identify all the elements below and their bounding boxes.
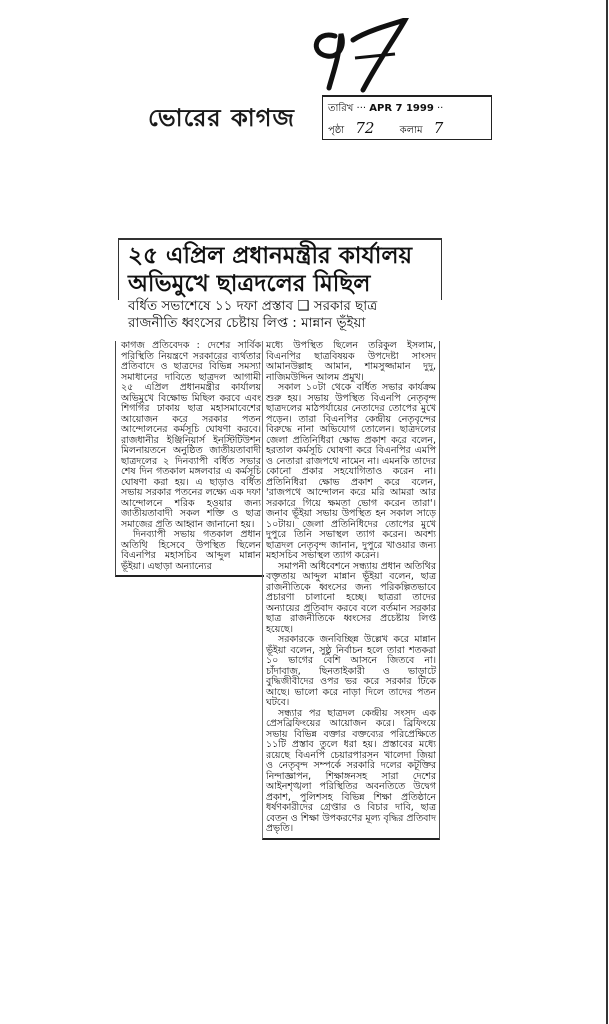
paragraph: মধ্যে উপস্থিত ছিলেন তরিকুল ইসলাম, বিএনপির ছাত্রবিষয়ক উপদেষ্টা সাংসদ আমানউল্লাহ আমান, শামসুজ্জামান দুদু, নাজিমউদ্দিন আলম প্রমুখ। <box>266 340 436 383</box>
subhead-line-1: বর্ধিত সভাশেষে ১১ দফা প্রস্তাব ❑ সরকার ছাত্র <box>128 298 378 314</box>
page-label: পৃষ্ঠা <box>328 125 345 136</box>
date-label: তারিখ <box>328 103 354 114</box>
headline-line-2: অভিমুখে ছাত্রদলের মিছিল <box>128 271 371 297</box>
column-value: 7 <box>433 119 444 137</box>
article-headline <box>128 242 438 298</box>
article-subheadline <box>128 298 433 332</box>
paragraph: দিনব্যাপী সভায় গতকাল প্রধান অতিথি হিসেবে উপস্থিত ছিলেন বিএনপির মহাসচিব আব্দুল মান্নান ভূঁইয়া। এছাড়া অন্যান্যের <box>121 529 261 572</box>
article-column-left <box>115 341 264 577</box>
date-value: APR 7 1999 <box>369 103 434 114</box>
page-value: 72 <box>355 119 375 137</box>
paragraph: সমাপনী অধিবেশনে সন্ধ্যায় প্রধান অতিথির বক্তৃতায় আব্দুল মান্নান ভূঁইয়া বলেন, ছাত্র রাজনীতিকে ধ্বংসের জন্য পরিকল্পিতভাবে প্রচারণা চালানো হচ্ছে। ছাত্ররা তাদের অন্যায়ের প্রতিবাদ করবে বলে বর্তমান সরকার ছাত্র রাজনীতিকে ধ্বংসের প্রচেষ্টায় লিপ্ত হয়েছে। <box>266 560 436 635</box>
newspaper-masthead: ভোরের কাগজ <box>148 104 295 132</box>
paragraph: সকাল ১০টা থেকে বর্ধিত সভার কার্যক্রম শুরু হয়। সভায় উপস্থিত বিএনপি নেতৃবৃন্দ ছাত্রদলের মাঠপর্যায়ের নেতাদের তোপের মুখে পড়েন। তারা বিএনপির কেন্দ্রীয় নেতৃবৃন্দের বিরুদ্ধে নানা অভিযোগ তোলেন। ছাত্রদলের জেলা প্রতিনিধিরা ক্ষোভ প্রকাশ করে বলেন, হরতাল কর্মসূচি ঘোষণা করে বিএনপির এমপি ও নেতারা রাজপথে নামেন না। এমনকি তাদের কোনো প্রকার সহযোগিতাও করেন না। প্রতিনিধিরা ক্ষোভ প্রকাশ করে বলেন, 'রাজপথে আন্দোলন করে মরি আমরা আর সরকারে গিয়ে ক্ষমতা ভোগ করেন তারা'। জনাব ভূঁইয়া সভায় উপস্থিত হন সকাল সাড়ে ১০টায়। জেলা প্রতিনিধিদের তোপের মুখে দুপুরে তিনি সভাস্থল ত্যাগ করেন। অবশ্য ছাত্রদল নেতৃবৃন্দ জানান, দুপুরে খাওয়ার জন্য মহাসচিব সভাস্থল ত্যাগ করেন। <box>266 382 436 561</box>
paragraph: কাগজ প্রতিবেদক : দেশের সার্বিক পরিস্থিতি নিয়ন্ত্রণে সরকারের ব্যর্থতার প্রতিবাদে ও ছাত্রদের বিভিন্ন সমস্যা সমাধানের দাবিতে ছাত্রদল আগামী ২৫ এপ্রিল প্রধানমন্ত্রীর কার্যালয় অভিমুখে বিক্ষোভ মিছিল করবে এবং শিগগির ঢাকায় ছাত্র মহাসমাবেশের আয়োজন করে সরকার পতন আন্দোলনের কর্মসূচি ঘোষণা করবে। রাজধানীর ইঞ্জিনিয়ার্স ইনস্টিটিউশন মিলনায়তনে অনুষ্ঠিত জাতীয়তাবাদী ছাত্রদলের ২ দিনব্যাপী বর্ধিত সভার শেষ দিন গতকাল মঙ্গলবার এ কর্মসূচি ঘোষণা করা হয়। এ ছাড়াও বর্ধিত সভায় সরকার পতনের লক্ষ্যে এক দফা আন্দোলনে শরিক হওয়ার জন্য জাতীয়তাবাদী সকল শক্তি ও ছাত্র সমাজের প্রতি আহ্বান জানানো হয়। <box>121 340 261 530</box>
headline-line-1: ২৫ এপ্রিল প্রধানমন্ত্রীর কার্যালয় <box>128 243 413 269</box>
paragraph: সন্ধ্যার পর ছাত্রদল কেন্দ্রীয় সংসদ এক প্রেসব্রিফিংয়ের আয়োজন করে। ব্রিফিংয়ে সভায় বিভিন্ন বক্তার বক্তব্যের পরিপ্রেক্ষিতে ১১টি প্রস্তাব তুলে ধরা হয়। প্রস্তাবের মধ্যে রয়েছে বিএনপি চেয়ারপারসন খালেদা জিয়া ও নেতৃবৃন্দ সম্পর্কে সরকারি দলের কটূক্তির নিন্দাজ্ঞাপন, শিক্ষাঙ্গনসহ সারা দেশের আইনশৃঙ্খলা পরিস্থিতির অবনতিতে উদ্বেগ প্রকাশ, পুলিশসহ বিভিন্ন শিক্ষা প্রতিষ্ঠানে ধর্ষণকারীদের গ্রেপ্তার ও বিচার দাবি, ছাত্র বেতন ও শিক্ষা উপকরণের মূল্য বৃদ্ধির প্রতিবাদ প্রভৃতি। <box>266 707 436 834</box>
column-label: কলাম <box>399 125 423 136</box>
subhead-line-2: রাজনীতি ধ্বংসের চেষ্টায় লিপ্ত : মান্নান ভূঁইয়া <box>128 315 366 331</box>
scan-edge-line <box>606 0 608 1024</box>
article-column-right <box>262 341 440 840</box>
date-stamp-box: তারিখ ··· APR 7 1999 ·· পৃষ্ঠা 72 কলাম 7 <box>322 95 492 140</box>
paragraph: সরকারকে জনবিচ্ছিন্ন উল্লেখ করে মান্নান ভূঁইয়া বলেন, সুষ্ঠু নির্বাচন হলে তারা শতকরা ১০ ভাগের বেশি আসনে জিতবে না। চাঁদাবাজ, ছিনতাইকারী ও ভাড়াটে বুদ্ধিজীবীদের ওপর ভর করে সরকার টিকে আছে। ভালো করে নাড়া দিলে তাদের পতন ঘটবে। <box>266 634 436 708</box>
handwritten-number <box>305 18 425 93</box>
